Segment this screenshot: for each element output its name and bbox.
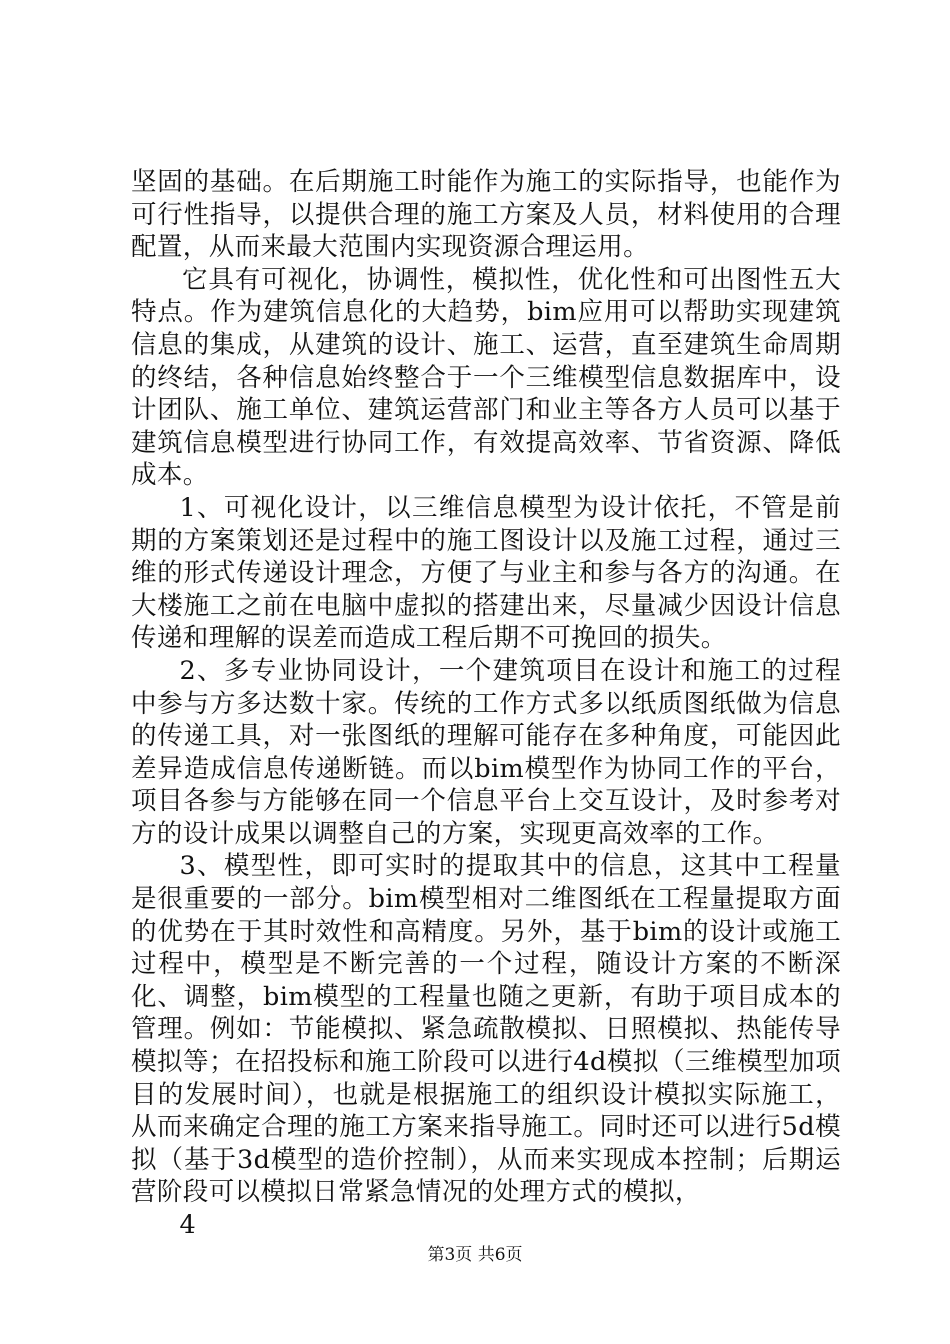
paragraph-features: 它具有可视化，协调性，模拟性，优化性和可出图性五大特点。作为建筑信息化的大趋势，bim应用可以帮助实现建筑信息的集成，从建筑的设计、施工、运营，直至建筑生命周期的终结，各种信息始终整合于一个三维模型信息数据库中，设计团队、施工单位、建筑运营部门和业主等各方人员可以基于建筑信息模型进行协同工作，有效提高效率、节省资源、降低成本。: [131, 264, 841, 491]
paragraph-model-property: 3、模型性，即可实时的提取其中的信息，这其中工程量是很重要的一部分。bim模型相对二维图纸在工程量提取方面的优势在于其时效性和高精度。另外，基于bim的设计或施工过程中，模型是不断完善的一个过程，随设计方案的不断深化、调整，bim模型的工程量也随之更新，有助于项目成本的管理。例如：节能模拟、紧急疏散模拟、日照模拟、热能传导模拟等；在招投标和施工阶段可以进行4d模拟（三维模型加项目的发展时间），也就是根据施工的组织设计模拟实际施工，从而来确定合理的施工方案来指导施工。同时还可以进行5d模拟（基于3d模型的造价控制），从而来实现成本控制；后期运营阶段可以模拟日常紧急情况的处理方式的模拟，: [131, 851, 841, 1208]
page-footer: 第3页 共6页: [427, 1245, 523, 1265]
document-body: [131, 166, 841, 1242]
paragraph-collaborative-design: 2、多专业协同设计，一个建筑项目在设计和施工的过程中参与方多达数十家。传统的工作方式多以纸质图纸做为信息的传递工具，对一张图纸的理解可能存在多种角度，可能因此差异造成信息传递断链。而以bim模型作为协同工作的平台，项目各参与方能够在同一个信息平台上交互设计，及时参考对方的设计成果以调整自己的方案，实现更高效率的工作。: [131, 655, 841, 849]
paragraph-item-4: 4: [179, 1210, 197, 1240]
paragraph-visual-design: 1、可视化设计，以三维信息模型为设计依托，不管是前期的方案策划还是过程中的施工图设计以及施工过程，通过三维的形式传递设计理念，方便了与业主和参与各方的沟通。在大楼施工之前在电脑中虚拟的搭建出来，尽量减少因设计信息传递和理解的误差而造成工程后期不可挽回的损失。: [131, 492, 841, 654]
paragraph-continuation: 坚固的基础。在后期施工时能作为施工的实际指导，也能作为可行性指导，以提供合理的施工方案及人员，材料使用的合理配置，从而来最大范围内实现资源合理运用。: [131, 167, 841, 263]
